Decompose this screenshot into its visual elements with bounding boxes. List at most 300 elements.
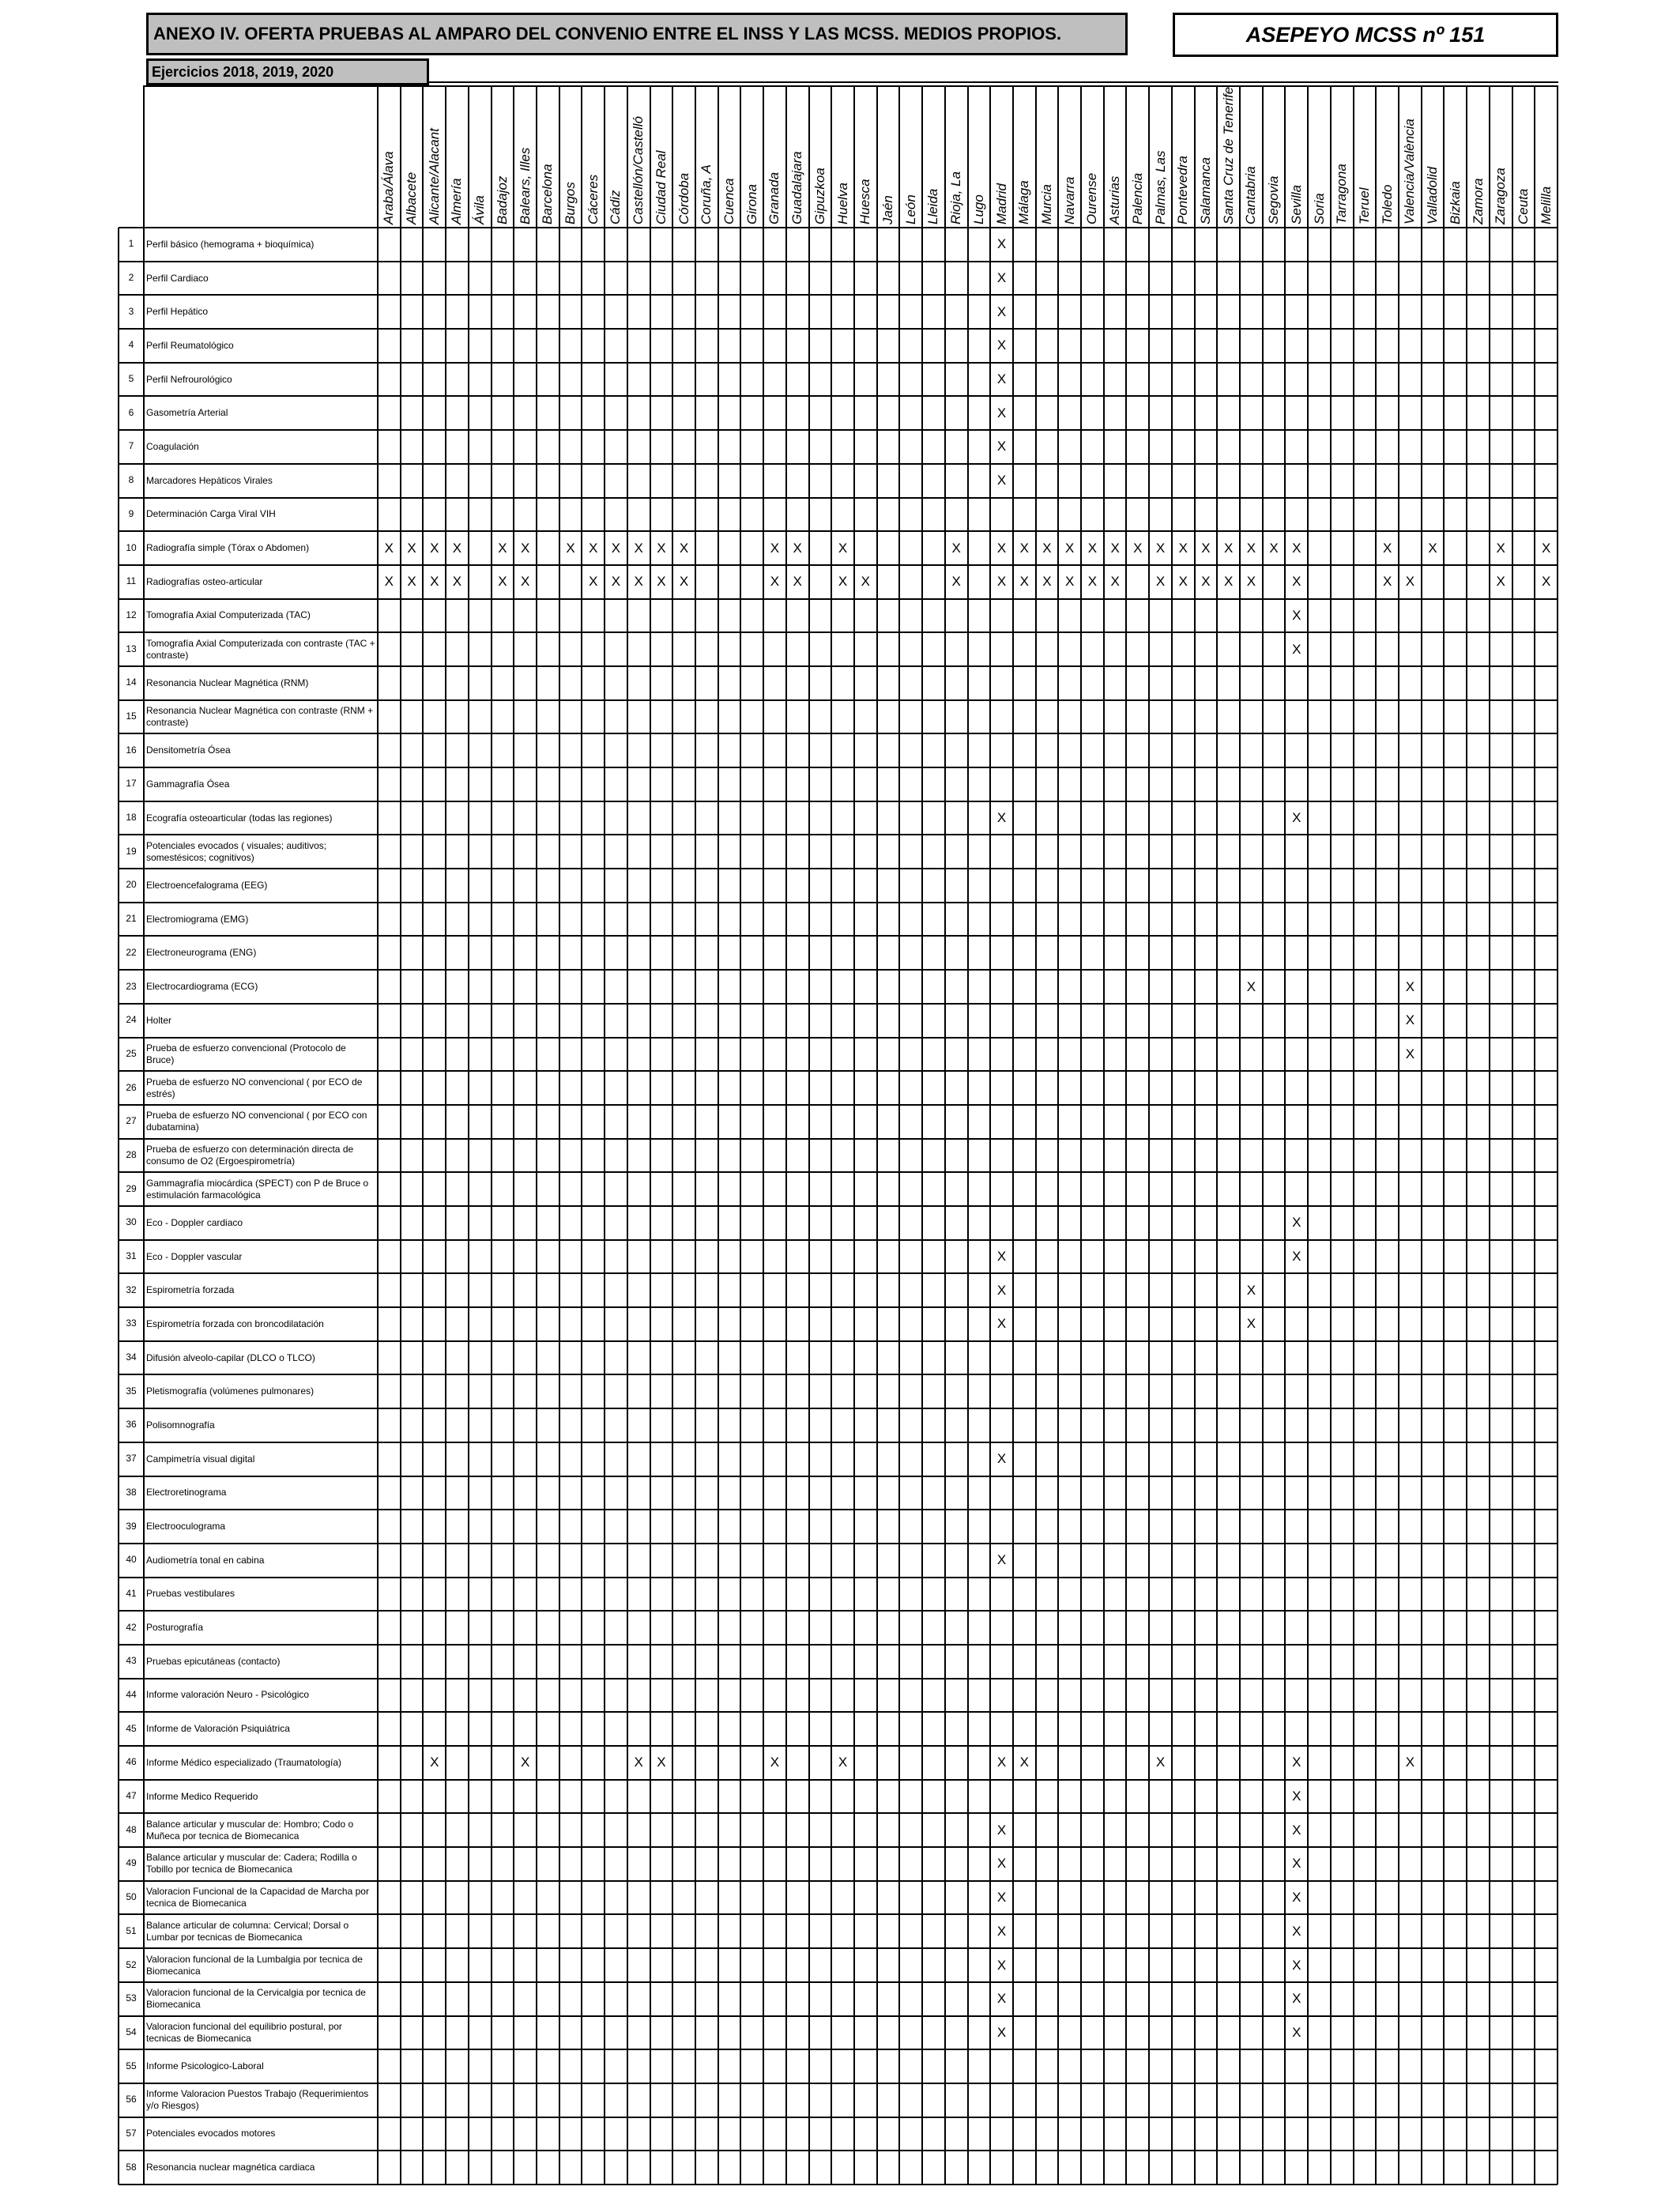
availability-mark: X [1246, 1316, 1256, 1332]
test-label: Determinación Carga Viral VIH [146, 508, 276, 520]
row-number: 25 [126, 1047, 137, 1059]
column-divider [1534, 85, 1535, 2185]
availability-mark: X [1269, 540, 1279, 556]
availability-mark: X [1246, 1282, 1256, 1298]
availability-mark: X [1405, 1046, 1415, 1061]
row-number: 26 [126, 1081, 137, 1093]
column-header: Valencia/València [1402, 119, 1418, 224]
test-label: Posturografía [146, 1622, 204, 1634]
availability-mark: X [1382, 574, 1392, 590]
column-divider [1466, 85, 1467, 2185]
availability-mark: X [1065, 540, 1075, 556]
column-header: Segovia [1266, 175, 1282, 224]
test-label: Electrocardiograma (ECG) [146, 981, 258, 993]
availability-mark: X [430, 574, 439, 590]
column-header: Lleida [925, 188, 941, 224]
row-number: 11 [126, 575, 137, 587]
row-number: 27 [126, 1115, 137, 1127]
test-label: Tomografía Axial Computerizada (TAC) [146, 609, 311, 621]
column-divider [1148, 85, 1150, 2185]
column-header: Huelva [834, 183, 850, 224]
availability-mark: X [996, 540, 1007, 556]
row-number: 3 [128, 305, 134, 317]
row-number: 35 [126, 1385, 137, 1397]
row-number: 57 [126, 2127, 137, 2139]
row-number: 56 [126, 2094, 137, 2105]
row-number: 2 [128, 272, 134, 284]
availability-mark: X [770, 540, 780, 556]
column-header: Badajoz [494, 175, 510, 224]
column-header: Burgos [563, 182, 578, 224]
availability-mark: X [657, 540, 666, 556]
availability-mark: X [679, 574, 689, 590]
row-number: 16 [126, 744, 137, 756]
availability-mark: X [452, 574, 462, 590]
column-header: Guadalajara [789, 151, 805, 224]
availability-mark: X [861, 574, 870, 590]
availability-mark: X [520, 574, 530, 590]
availability-mark: X [996, 1856, 1007, 1872]
test-label: Valoracion funcional de la Cervicalgia por tecnica de Biomecanica [146, 1987, 366, 2011]
availability-mark: X [1042, 574, 1052, 590]
column-divider [1443, 85, 1445, 2185]
availability-mark: X [1292, 1890, 1301, 1906]
availability-mark: X [1292, 1822, 1301, 1838]
test-label: Pruebas vestibulares [146, 1588, 235, 1600]
availability-mark: X [996, 1755, 1007, 1770]
column-divider [1239, 85, 1241, 2185]
column-divider [853, 85, 855, 2185]
column-header: Ávila [472, 195, 488, 224]
test-label: Electroencefalograma (EEG) [146, 879, 268, 891]
column-header: Huesca [857, 179, 873, 224]
availability-mark: X [520, 540, 530, 556]
availability-mark: X [430, 540, 439, 556]
availability-mark: X [407, 540, 416, 556]
availability-mark: X [1201, 574, 1211, 590]
availability-mark: X [1541, 574, 1551, 590]
row-number: 43 [126, 1655, 137, 1667]
availability-mark: X [996, 574, 1007, 590]
column-header: Albacete [404, 172, 420, 224]
column-divider [1103, 85, 1105, 2185]
availability-mark: X [996, 1957, 1007, 1973]
availability-mark: X [1292, 1755, 1301, 1770]
row-number: 45 [126, 1722, 137, 1734]
availability-mark: X [1155, 540, 1166, 556]
test-label: Perfil básico (hemograma + bioquímica) [146, 238, 315, 250]
row-number: 15 [126, 711, 137, 722]
test-label: Pletismografía (volúmenes pulmonares) [146, 1385, 315, 1397]
availability-mark: X [770, 1755, 780, 1770]
column-divider [559, 85, 560, 2185]
test-label: Eco - Doppler vascular [146, 1250, 243, 1262]
column-header: Balears, Illes [517, 147, 533, 224]
column-header: Cantabria [1243, 166, 1259, 224]
column-divider [695, 85, 696, 2185]
row-number: 28 [126, 1148, 137, 1160]
test-label: Perfil Reumatológico [146, 339, 234, 351]
column-divider [445, 85, 446, 2185]
availability-mark: X [996, 405, 1007, 420]
row-number: 34 [126, 1351, 137, 1363]
column-header: Rioja, La [948, 171, 964, 224]
availability-mark: X [1133, 540, 1143, 556]
availability-mark: X [838, 540, 848, 556]
availability-mark: X [1428, 540, 1437, 556]
availability-mark: X [1042, 540, 1052, 556]
availability-mark: X [566, 540, 575, 556]
column-divider [1194, 85, 1196, 2185]
availability-mark: X [951, 540, 961, 556]
column-header: Valladolid [1425, 166, 1441, 224]
availability-mark: X [996, 1552, 1007, 1568]
test-label: Electrooculograma [146, 1521, 226, 1532]
availability-mark: X [996, 1923, 1007, 1939]
availability-mark: X [996, 810, 1007, 826]
row-number: 10 [126, 541, 137, 553]
availability-mark: X [1019, 574, 1029, 590]
test-label: Campimetría visual digital [146, 1453, 255, 1465]
column-divider [1035, 85, 1037, 2185]
test-label: Densitometría Ósea [146, 745, 231, 756]
row-number: 53 [126, 1992, 137, 2004]
availability-mark: X [1541, 540, 1551, 556]
availability-mark: X [996, 473, 1007, 488]
column-header: Cádiz [608, 190, 623, 224]
column-divider [1216, 85, 1218, 2185]
availability-mark: X [1405, 1755, 1415, 1770]
column-divider [672, 85, 673, 2185]
availability-mark: X [838, 574, 848, 590]
row-number: 38 [126, 1486, 137, 1498]
test-label: Difusión alveolo-capilar (DLCO o TLCO) [146, 1351, 315, 1363]
row-number: 4 [128, 339, 134, 351]
availability-mark: X [1496, 574, 1505, 590]
column-divider [1353, 85, 1354, 2185]
column-header: Cáceres [585, 174, 601, 224]
availability-mark: X [1292, 1249, 1301, 1265]
availability-mark: X [407, 574, 416, 590]
availability-mark: X [996, 236, 1007, 252]
availability-mark: X [634, 1755, 643, 1770]
column-header: Teruel [1356, 187, 1372, 224]
column-header: Cuenca [721, 178, 737, 224]
test-label: Polisomnografía [146, 1419, 215, 1431]
availability-mark: X [657, 1755, 666, 1770]
availability-mark: X [1223, 574, 1234, 590]
availability-mark: X [1246, 978, 1256, 994]
availability-mark: X [1292, 540, 1301, 556]
test-label: Electroneurograma (ENG) [146, 947, 257, 959]
availability-mark: X [1178, 574, 1188, 590]
row-number: 54 [126, 2026, 137, 2038]
column-header: Ceuta [1515, 188, 1531, 224]
availability-mark: X [452, 540, 462, 556]
availability-mark: X [1292, 607, 1301, 623]
column-header: Soria [1311, 193, 1327, 224]
availability-mark: X [1405, 1012, 1415, 1028]
availability-mark: X [1223, 540, 1234, 556]
availability-mark: X [1155, 574, 1166, 590]
test-label: Informe Medico Requerido [146, 1790, 258, 1802]
column-divider [876, 85, 878, 2185]
test-label: Resonancia nuclear magnética cardiaca [146, 2162, 315, 2173]
column-divider [400, 85, 401, 2185]
test-label: Espirometría forzada [146, 1284, 235, 1296]
availability-mark: X [996, 1316, 1007, 1332]
row-number: 12 [126, 609, 137, 620]
column-divider [808, 85, 810, 2185]
column-divider [1171, 85, 1173, 2185]
row-number: 36 [126, 1419, 137, 1431]
column-divider [1398, 85, 1399, 2185]
row-number: 50 [126, 1891, 137, 1903]
availability-mark: X [1087, 574, 1098, 590]
test-label: Perfil Cardiaco [146, 272, 209, 284]
column-header: Pontevedra [1175, 156, 1191, 224]
column-divider [921, 85, 923, 2185]
test-label: Gammagrafía Ósea [146, 778, 230, 790]
test-label: Valoracion Funcional de la Capacidad de Marcha por tecnica de Biomecanica [146, 1886, 369, 1909]
availability-mark: X [996, 1249, 1007, 1265]
availability-mark: X [770, 574, 780, 590]
availability-mark: X [996, 1282, 1007, 1298]
test-label: Resonancia Nuclear Magnética (RNM) [146, 677, 309, 688]
availability-mark: X [1246, 574, 1256, 590]
row-number: 48 [126, 1823, 137, 1835]
test-label: Perfil Nefrourológico [146, 373, 232, 385]
test-label: Gammagrafía miocárdica (SPECT) con P de Bruce o estimulación farmacológica [146, 1177, 369, 1201]
availability-mark: X [996, 1890, 1007, 1906]
test-label: Informe Valoracion Puestos Trabajo (Requerimientos y/o Riesgos) [146, 2088, 369, 2112]
row-number: 33 [126, 1318, 137, 1329]
column-header: Ourense [1084, 172, 1100, 224]
column-header: Bizkaia [1447, 181, 1463, 224]
availability-mark: X [611, 574, 621, 590]
column-header: Lugo [970, 194, 986, 224]
availability-mark: X [589, 574, 598, 590]
mutua-badge: ASEPEYO MCSS nº 151 [1173, 13, 1558, 57]
column-header: Coruña, A [699, 164, 714, 224]
availability-mark: X [996, 2024, 1007, 2040]
availability-mark: X [1110, 540, 1120, 556]
column-header: Araba/Álava [381, 151, 397, 224]
row-number: 52 [126, 1958, 137, 1970]
row-number: 40 [126, 1554, 137, 1566]
availability-mark: X [1155, 1755, 1166, 1770]
availability-mark: X [1065, 574, 1075, 590]
column-divider [627, 85, 628, 2185]
column-divider [1375, 85, 1377, 2185]
column-divider [944, 85, 946, 2185]
row-number: 9 [128, 507, 134, 519]
row-number: 58 [126, 2161, 137, 2173]
availability-mark: X [1246, 540, 1256, 556]
row-number: 1 [128, 238, 134, 250]
column-header: Castellón/Castelló [631, 115, 646, 224]
column-divider [491, 85, 492, 2185]
row-number: 20 [126, 879, 137, 891]
header-border [143, 85, 145, 228]
test-label: Potenciales evocados motores [146, 2128, 276, 2139]
column-divider [536, 85, 537, 2185]
column-divider [581, 85, 582, 2185]
test-label: Audiometría tonal en cabina [146, 1554, 265, 1566]
availability-mark: X [996, 1451, 1007, 1467]
column-header: Zaragoza [1493, 168, 1509, 224]
test-label: Espirometría forzada con broncodilatación [146, 1318, 324, 1329]
test-label: Coagulación [146, 440, 199, 452]
column-divider [1125, 85, 1127, 2185]
availability-mark: X [634, 540, 643, 556]
test-label: Resonancia Nuclear Magnética con contraste (RNM + contraste) [146, 704, 374, 728]
column-divider [763, 85, 764, 2185]
row-number: 29 [126, 1182, 137, 1194]
availability-mark: X [1201, 540, 1211, 556]
row-number: 46 [126, 1756, 137, 1768]
column-header: Palmas, Las [1152, 150, 1168, 224]
test-label: Electromiograma (EMG) [146, 913, 249, 925]
availability-mark: X [793, 574, 802, 590]
availability-mark: X [996, 303, 1007, 319]
test-label: Informe Psicologico-Laboral [146, 2060, 264, 2072]
availability-mark: X [498, 540, 507, 556]
test-label: Tomografía Axial Computerizada con contraste (TAC + contraste) [146, 637, 375, 661]
row-number: 17 [126, 778, 137, 790]
availability-mark: X [634, 574, 643, 590]
availability-mark: X [430, 1755, 439, 1770]
row-number: 8 [128, 474, 134, 486]
column-header: Palencia [1129, 172, 1145, 224]
availability-mark: X [1019, 540, 1029, 556]
availability-mark: X [951, 574, 961, 590]
column-header: Sevilla [1288, 184, 1304, 224]
column-divider [1057, 85, 1059, 2185]
column-header: Tarragona [1334, 164, 1350, 224]
test-label: Eco - Doppler cardiaco [146, 1216, 243, 1228]
column-divider [422, 85, 424, 2185]
column-divider [1262, 85, 1264, 2185]
availability-mark: X [1110, 574, 1120, 590]
column-divider [831, 85, 832, 2185]
row-number: 22 [126, 946, 137, 958]
row-number: 41 [126, 1587, 137, 1599]
column-divider [785, 85, 787, 2185]
availability-mark: X [498, 574, 507, 590]
availability-mark: X [520, 1755, 530, 1770]
column-header: Córdoba [676, 172, 691, 224]
availability-mark: X [1292, 2024, 1301, 2040]
test-label: Electroretinograma [146, 1487, 227, 1498]
test-label: Balance articular y muscular de: Hombro; Codo o Muñeca por tecnica de Biomecanica [146, 1818, 354, 1842]
column-header: Madrid [993, 183, 1009, 224]
column-header: Granada [767, 172, 782, 224]
column-divider [468, 85, 469, 2185]
test-label: Prueba de esfuerzo con determinación directa de consumo de O2 (Ergoespirometría) [146, 1143, 354, 1167]
test-label: Pruebas epicutáneas (contacto) [146, 1655, 281, 1667]
availability-mark: X [1382, 540, 1392, 556]
document-title: ANEXO IV. OFERTA PRUEBAS AL AMPARO DEL CONVENIO ENTRE EL INSS Y LAS MCSS. MEDIOS PROPIOS. [146, 13, 1128, 55]
row-number: 49 [126, 1857, 137, 1869]
row-number: 21 [126, 913, 137, 925]
row-number: 23 [126, 980, 137, 992]
availability-mark: X [1496, 540, 1505, 556]
test-label: Balance articular de columna: Cervical; Dorsal o Lumbar por tecnicas de Biomecanica [146, 1919, 349, 1943]
column-header: Ciudad Real [653, 150, 669, 224]
column-header: León [902, 194, 918, 224]
row-number: 6 [128, 406, 134, 418]
column-header: Zamora [1470, 178, 1486, 224]
test-label: Ecografía osteoarticular (todas las regiones) [146, 812, 333, 824]
availability-mark: X [679, 540, 689, 556]
row-number: 51 [126, 1924, 137, 1936]
availability-mark: X [996, 1822, 1007, 1838]
test-label: Prueba de esfuerzo NO convencional ( por ECO con dubatamina) [146, 1110, 367, 1133]
row-number: 19 [126, 845, 137, 857]
test-label: Marcadores Hepáticos Virales [146, 474, 273, 486]
column-header: Asturias [1107, 175, 1123, 224]
column-divider [650, 85, 651, 2185]
column-divider [1421, 85, 1422, 2185]
row-number: 24 [126, 1014, 137, 1026]
column-header: Girona [744, 183, 759, 224]
column-divider [718, 85, 719, 2185]
column-divider [1330, 85, 1332, 2185]
availability-mark: X [589, 540, 598, 556]
column-header: Murcia [1038, 183, 1054, 224]
column-header: Toledo [1379, 184, 1395, 224]
column-divider [604, 85, 605, 2185]
availability-mark: X [1405, 574, 1415, 590]
column-header: Almería [449, 178, 465, 224]
column-header: Navarra [1061, 176, 1077, 224]
availability-mark: X [793, 540, 802, 556]
availability-mark: X [996, 337, 1007, 353]
row-number: 31 [126, 1250, 137, 1262]
availability-mark: X [1292, 1957, 1301, 1973]
row-number: 14 [126, 677, 137, 688]
test-label: Potenciales evocados ( visuales; auditivos; somestésicos; cognitivos) [146, 839, 327, 863]
availability-mark: X [838, 1755, 848, 1770]
row-number: 55 [126, 2060, 137, 2071]
test-label: Valoracion funcional del equilibrio postural, por tecnicas de Biomecanica [146, 2020, 342, 2044]
test-label: Informe Médico especializado (Traumatología) [146, 1756, 342, 1768]
availability-mark: X [384, 540, 394, 556]
availability-mark: X [1292, 1789, 1301, 1804]
availability-mark: X [1292, 810, 1301, 826]
row-number: 44 [126, 1689, 137, 1700]
column-divider [1557, 85, 1558, 2185]
column-header: Barcelona [540, 164, 556, 224]
test-label: Radiografías osteo-articular [146, 575, 263, 587]
row-number: 37 [126, 1453, 137, 1465]
availability-mark: X [1178, 540, 1188, 556]
availability-mark: X [1292, 574, 1301, 590]
test-label: Holter [146, 1014, 172, 1026]
test-label: Valoracion funcional de la Lumbalgia por tecnica de Biomecanica [146, 1953, 363, 1977]
test-label: Radiografía simple (Tórax o Abdomen) [146, 542, 310, 554]
availability-mark: X [996, 371, 1007, 387]
header-top-rule [144, 85, 1558, 87]
test-label: Prueba de esfuerzo convencional (Protocolo de Bruce) [146, 1042, 346, 1065]
column-header: Santa Cruz de Tenerife [1220, 86, 1236, 224]
column-divider [898, 85, 900, 2185]
availability-mark: X [996, 439, 1007, 454]
availability-mark: X [657, 574, 666, 590]
test-label: Informe de Valoración Psiquiátrica [146, 1723, 290, 1735]
availability-mark: X [1292, 1991, 1301, 2007]
